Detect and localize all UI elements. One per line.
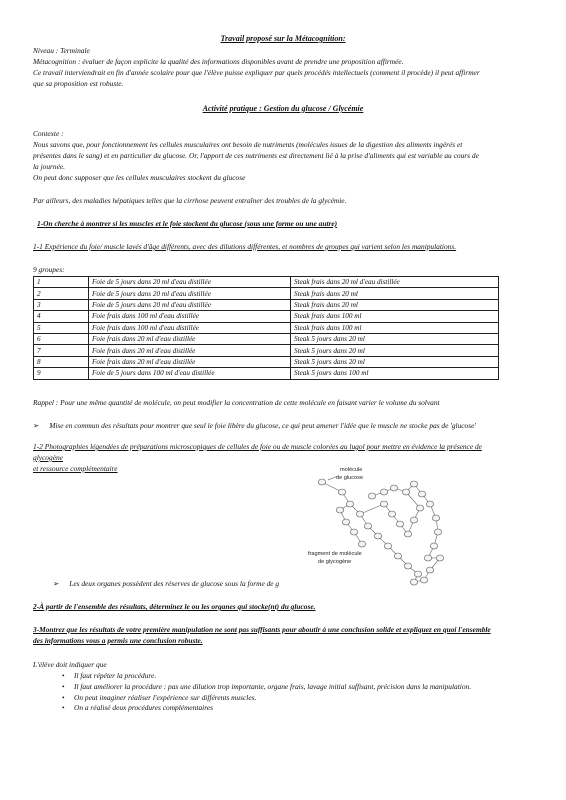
glucose-unit — [358, 541, 365, 547]
glucose-unit — [424, 555, 431, 561]
glucose-unit — [380, 489, 387, 495]
glucose-unit — [420, 577, 427, 583]
contexte-label: Contexte : — [33, 129, 64, 138]
steak-cell: Steak 5 jours dans 100 ml — [291, 368, 499, 379]
glycogen-label-2: de glycogène — [318, 559, 352, 565]
groups-table — [33, 276, 499, 380]
group-number-cell: 4 — [34, 311, 89, 322]
foie-cell: Foie frais dans 20 ml d'eau distillée — [89, 356, 291, 367]
foie-cell: Foie frais dans 100 ml d'eau distillée — [89, 322, 291, 333]
table-row — [34, 288, 499, 299]
table-row — [34, 277, 499, 288]
glucose-unit — [388, 511, 395, 517]
subsection-1-1: 1-1 Expérience du foie/ muscle lavés d'âge différents, avec des dilutions différentes, et nombres de groupes qui varient selon les manipulations. — [33, 242, 457, 251]
glucose-unit — [426, 567, 433, 573]
group-number-cell: 3 — [34, 299, 89, 310]
group-number-cell: 7 — [34, 345, 89, 356]
glucose-unit — [404, 531, 411, 537]
steak-cell: Steak frais dans 100 ml — [291, 311, 499, 322]
glucose-unit — [318, 479, 325, 485]
niveau-line: Niveau : Terminale — [33, 46, 90, 55]
groups-label: 9 groupes: — [33, 265, 65, 274]
deux-organes-text: Les deux organes possèdent des réserves de glucose sous la forme de g — [69, 579, 280, 588]
contexte-line-5: Par ailleurs, des maladies hépatiques telles que la cirrhose peuvent entraîner des troubles de la glycémie. — [33, 196, 347, 205]
table-row — [34, 311, 499, 322]
foie-cell: Foie de 5 jours dans 20 ml d'eau distillée — [89, 288, 291, 299]
glucose-unit — [346, 501, 353, 507]
mise-en-commun-item — [33, 420, 476, 431]
glucose-unit — [402, 489, 409, 495]
table-row — [34, 299, 499, 310]
section-2-heading: 2-À partir de l'ensemble des résultats, déterminez le ou les organes qui stocke(nt) du glucose. — [33, 602, 316, 611]
glycogen-chain — [318, 479, 443, 585]
glucose-unit — [426, 501, 433, 507]
metacognition-definition: Métacognition : évaluer de façon explicite la qualité des informations disponibles avant de prendre une proposition affirmée. — [33, 57, 404, 66]
deux-organes-item — [53, 578, 279, 589]
subsection-1-2-line-3: et ressource complémentaire — [33, 464, 118, 473]
steak-cell: Steak 5 jours dans 20 ml — [291, 356, 499, 367]
glycogen-label-1: fragment de molécule — [308, 551, 362, 557]
glucose-unit — [434, 529, 441, 535]
glucose-unit — [390, 485, 397, 491]
arrow-bullet-icon: ➢ — [33, 421, 40, 430]
glucose-unit — [410, 481, 417, 487]
eleve-label: L'élève doit indiquer que — [33, 660, 107, 669]
contexte-line-2: présentes dans le sang) et en particulier du glucose. Or, l'apport de ces nutriments est directement lié à la prise d'aliments qui est variable au cours de — [33, 151, 479, 160]
glucose-unit — [368, 493, 375, 499]
eleve-bullet-list — [38, 671, 471, 714]
steak-cell: Steak 5 jours dans 20 ml — [291, 345, 499, 356]
rappel-line: Rappel : Pour une même quantité de molécule, on peut modifier la concentration de cette molécule en faisant varier le volume du solvant — [33, 398, 440, 407]
glucose-unit — [356, 511, 363, 517]
purpose-line-2: que sa proposition est robuste. — [33, 79, 124, 88]
foie-cell: Foie frais dans 100 ml d'eau distillée — [89, 311, 291, 322]
activity-title: Activité pratique : Gestion du glucose / Glycémie — [202, 104, 364, 113]
purpose-line-1: Ce travail interviendrait en fin d'année scolaire pour que l'élève puisse expliquer par quels procédés intellectuels (comment il procède) il peut affirmer — [33, 68, 480, 77]
section-3-heading-line-2: des informations vous a permis une conclusion robuste. — [33, 636, 203, 645]
table-row — [34, 368, 499, 379]
list-item: • Il faut répéter la procédure. — [38, 671, 471, 682]
glucose-unit — [416, 505, 423, 511]
list-item: • On peut imaginer réaliser l'expérience sur différents muscles. — [38, 693, 471, 704]
steak-cell: Steak frais dans 20 ml d'eau distillée — [291, 277, 499, 288]
group-number-cell: 9 — [34, 368, 89, 379]
glucose-unit — [432, 515, 439, 521]
glucose-unit — [404, 563, 411, 569]
table-row — [34, 345, 499, 356]
foie-cell: Foie de 5 jours dans 20 ml d'eau distillée — [89, 299, 291, 310]
document-title: Travail proposé sur la Métacognition: — [220, 34, 346, 43]
foie-cell: Foie frais dans 20 ml d'eau distillée — [89, 345, 291, 356]
contexte-line-4: On peut donc supposer que les cellules musculaires stockent du glucose — [33, 173, 246, 182]
group-number-cell: 8 — [34, 356, 89, 367]
glucose-unit — [414, 571, 421, 577]
glucose-label-1: molécule — [340, 467, 363, 473]
steak-cell: Steak 5 jours dans 20 ml — [291, 333, 499, 344]
glucose-unit — [338, 489, 345, 495]
glucose-unit — [374, 533, 381, 539]
section-3-heading-line-1: 3-Montrez que les résultats de votre première manipulation ne sont pas suffisants pour aboutir à une conclusion solide et expliquez en quoi l'ensemble — [33, 625, 491, 634]
steak-cell: Steak frais dans 20 ml — [291, 299, 499, 310]
glycogen-diagram — [280, 462, 460, 590]
glucose-unit — [418, 491, 425, 497]
glucose-unit — [430, 543, 437, 549]
table-row — [34, 322, 499, 333]
glucose-unit — [364, 523, 371, 529]
glucose-unit — [436, 555, 443, 561]
glucose-unit — [336, 507, 343, 513]
glucose-unit — [342, 519, 349, 525]
steak-cell: Steak frais dans 100 ml — [291, 322, 499, 333]
table-row — [34, 356, 499, 367]
section-1-heading: 1-On cherche à montrer si les muscles et le foie stockent du glucose (sous une forme ou une autre) — [37, 219, 338, 228]
foie-cell: Foie de 5 jours dans 100 ml d'eau distillée — [89, 368, 291, 379]
glucose-unit — [380, 501, 387, 507]
group-number-cell: 1 — [34, 277, 89, 288]
foie-cell: Foie frais dans 20 ml d'eau distillée — [89, 333, 291, 344]
arrow-bullet-icon: ➢ — [53, 579, 60, 588]
mise-en-commun-text: Mise en commun des résultats pour montrer que seul le foie libère du glucose, ce qui peut amener l'idée que le muscle ne stocke pas de 'glucose' — [49, 421, 476, 430]
group-number-cell: 2 — [34, 288, 89, 299]
glucose-unit — [384, 543, 391, 549]
steak-cell: Steak frais dans 20 ml — [291, 288, 499, 299]
contexte-line-3: la journée. — [33, 162, 66, 171]
glucose-unit — [410, 579, 417, 585]
list-item: • On a réalisé deux procédures complémentaires — [38, 703, 471, 714]
table-row — [34, 333, 499, 344]
subsection-1-2-line-2: glycogène — [33, 453, 63, 462]
subsection-1-2-line-1: 1-2 Photographies légendées de préparations microscopiques de cellules de foie ou de muscle colorées au lugol pour mettre en évidence la présence de — [33, 442, 482, 451]
group-number-cell: 6 — [34, 333, 89, 344]
list-item: • Il faut améliorer la procédure : pas une dilution trop importante, organe frais, lavage initial suffisant, précision dans la manipulation. — [38, 682, 471, 693]
glucose-unit — [396, 521, 403, 527]
contexte-line-1: Nous savons que, pour fonctionnement les cellules musculaires ont besoin de nutriments (molécules issues de la digestion des aliments ingérés et — [33, 140, 463, 149]
glucose-label-2: de glucose — [336, 475, 364, 481]
glucose-unit — [394, 553, 401, 559]
group-number-cell: 5 — [34, 322, 89, 333]
foie-cell: Foie de 5 jours dans 20 ml d'eau distillée — [89, 277, 291, 288]
glucose-unit — [410, 517, 417, 523]
glucose-unit — [350, 529, 357, 535]
